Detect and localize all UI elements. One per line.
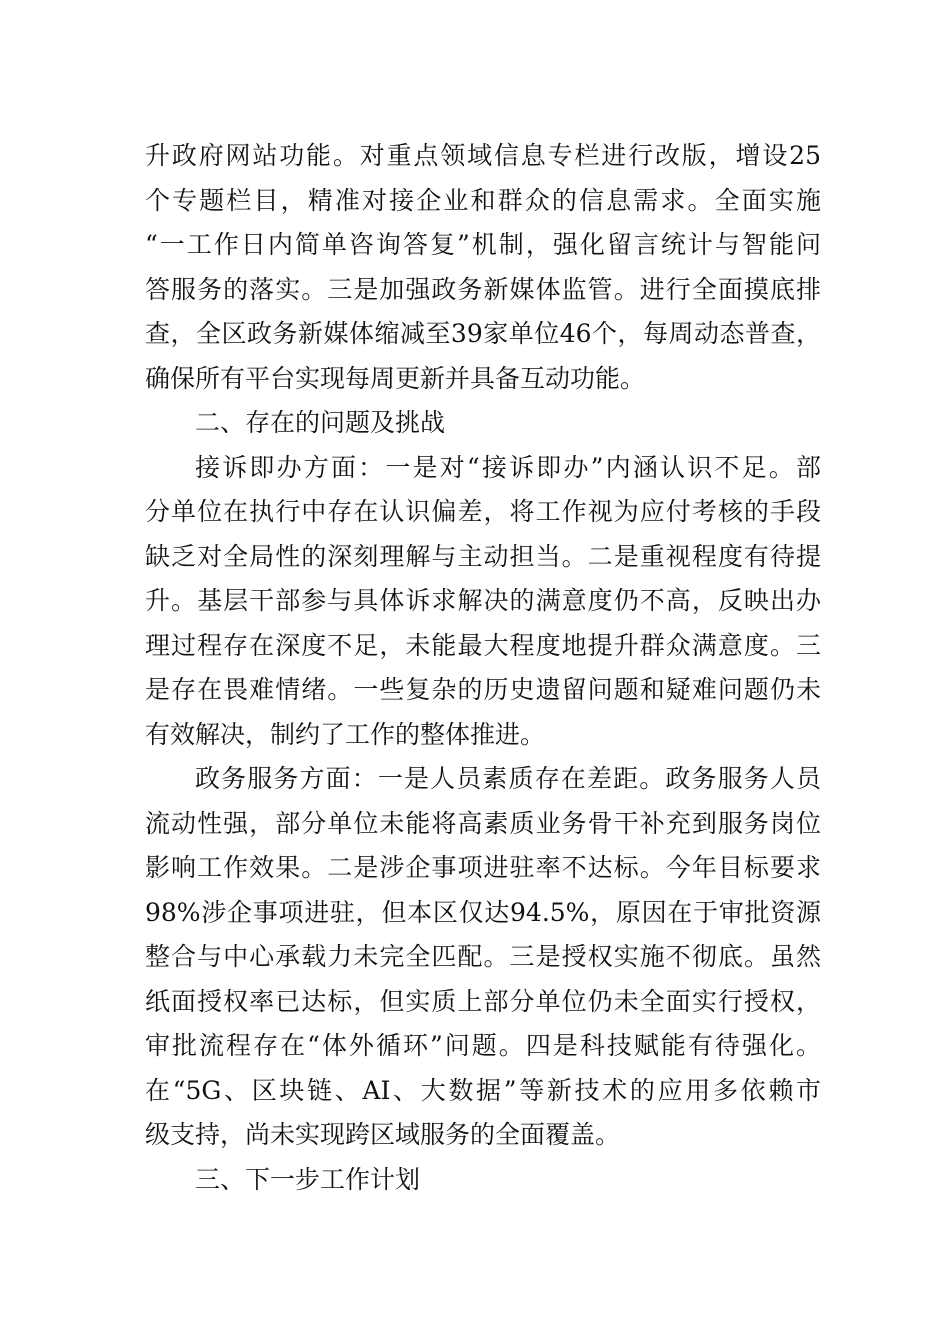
paragraph-2-line-6: 是存在畏难情绪。一些复杂的历史遗留问题和疑难问题仍未: [145, 675, 821, 704]
paragraph-3-line-6: 纸面授权率已达标，但实质上部分单位仍未全面实行授权，: [145, 987, 821, 1016]
paragraph-3-line-3: 影响工作效果。二是涉企事项进驻率不达标。今年目标要求: [145, 853, 821, 882]
paragraph-1-line-1: 升政府网站功能。对重点领域信息专栏进行改版，增设25: [145, 141, 821, 170]
paragraph-2-line-7: 有效解决，制约了工作的整体推进。: [145, 720, 546, 749]
paragraph-3-line-2: 流动性强，部分单位未能将高素质业务骨干补充到服务岗位: [145, 809, 821, 838]
paragraph-3-line-8: 在“5G、区块链、AI、大数据”等新技术的应用多依赖市: [145, 1076, 821, 1105]
paragraph-3-line-9: 级支持，尚未实现跨区域服务的全面覆盖。: [145, 1120, 621, 1149]
paragraph-2-line-1: 接诉即办方面：一是对“接诉即办”内涵认识不足。部: [195, 453, 821, 482]
section-heading-2: 二、存在的问题及挑战: [195, 408, 446, 437]
paragraph-2-line-4: 升。基层干部参与具体诉求解决的满意度仍不高，反映出办: [145, 586, 821, 615]
paragraph-1-line-5: 查，全区政务新媒体缩减至39家单位46个，每周动态普查，: [145, 319, 821, 348]
paragraph-1-line-6: 确保所有平台实现每周更新并具备互动功能。: [145, 364, 646, 393]
paragraph-2-line-3: 缺乏对全局性的深刻理解与主动担当。二是重视程度有待提: [145, 542, 821, 571]
paragraph-1-line-3: “一工作日内简单咨询答复”机制，强化留言统计与智能问: [145, 230, 821, 259]
paragraph-1-line-2: 个专题栏目，精准对接企业和群众的信息需求。全面实施: [145, 186, 821, 215]
paragraph-3-line-7: 审批流程存在“体外循环”问题。四是科技赋能有待强化。: [145, 1031, 821, 1060]
paragraph-2-line-2: 分单位在执行中存在认识偏差，将工作视为应付考核的手段: [145, 497, 821, 526]
section-heading-3: 三、下一步工作计划: [195, 1165, 421, 1194]
paragraph-3-line-1: 政务服务方面：一是人员素质存在差距。政务服务人员: [195, 764, 821, 793]
paragraph-1-line-4: 答服务的落实。三是加强政务新媒体监管。进行全面摸底排: [145, 275, 821, 304]
paragraph-2-line-5: 理过程存在深度不足，未能最大程度地提升群众满意度。三: [145, 631, 821, 660]
paragraph-3-line-5: 整合与中心承载力未完全匹配。三是授权实施不彻底。虽然: [145, 942, 821, 971]
paragraph-3-line-4: 98%涉企事项进驻，但本区仅达94.5%，原因在于审批资源: [145, 898, 821, 927]
